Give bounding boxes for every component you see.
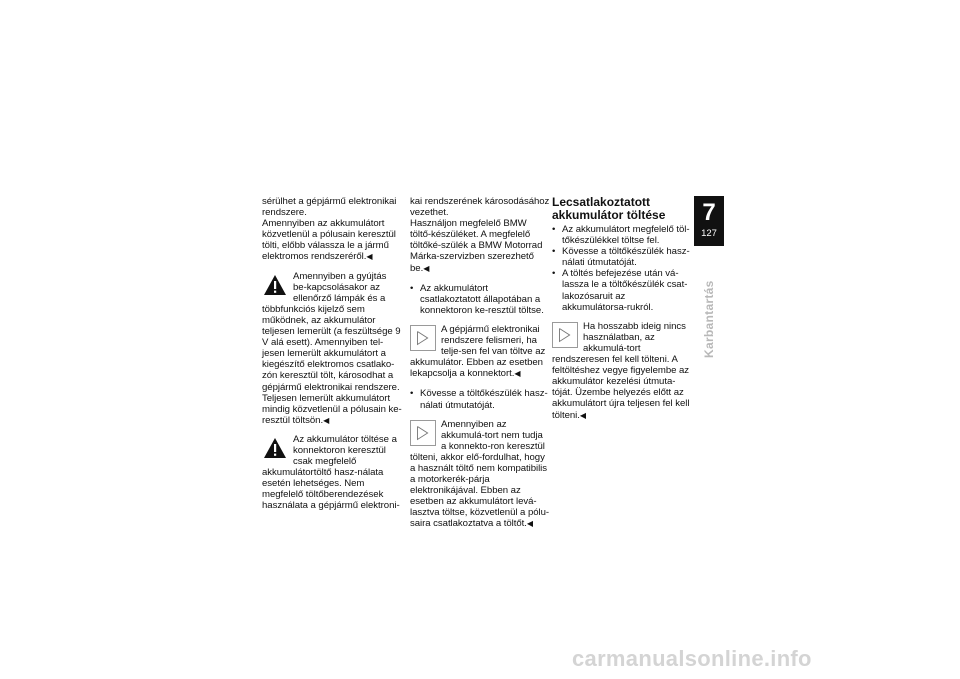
warning-text: Az akkumulátor töltése a konnektoron keresztül csak megfelelő akkumulátortöltő hasz-nálata esetén lehetséges. Nem megfelelő töltőberendezések használata a gépjármű elektroni- xyxy=(262,433,400,512)
warning-text: Amennyiben a gyújtás be-kapcsolásakor az ellenőrző lámpák és a többfunkciós kijelző sem működnek, az akkumulátor teljesen lemerült (a feszültsége 9 V alá esett). Amennyiben tel-jesen lemerült akkumulátort a kiegészítő elektromos csatlako-zón keresztül tölt, károsodhat a gépjármű elektronikai rendszere. Teljesen lemerült akkumulátort mindig közvetlenül a pólusain ke-resztül töltsön. xyxy=(262,270,402,426)
note-block xyxy=(410,324,550,379)
end-mark: ◀ xyxy=(423,263,430,273)
note-arrow-icon xyxy=(552,322,578,348)
note-text: A gépjármű elektronikai rendszere felismeri, ha telje-sen fel van töltve az akkumulátor. Ebben az esetben lekapcsolja a konnektort. xyxy=(410,323,546,380)
page-number: 127 xyxy=(701,228,717,239)
chapter-tab xyxy=(694,196,724,246)
end-mark: ◀ xyxy=(514,369,521,379)
note-arrow-icon xyxy=(410,420,436,446)
side-chapter-label: Karbantartás xyxy=(702,280,716,358)
warning-block xyxy=(262,434,402,512)
note-block xyxy=(410,419,550,530)
note-text: Amennyiben az akkumulá-tort nem tudja a konnekto-ron keresztül tölteni, akkor elő-fordulhat, hogy a használt töltő nem kompatibilis a motorkerék-párja elektronikájával. Ebben az esetben az akkumulátort levá-lasztva töltse, közvetlenül a pólu-saira csatlakoztatva a töltőt. xyxy=(410,418,550,530)
text-column-3 xyxy=(552,196,692,421)
section-heading: Lecsatlakoztatott akkumulátor töltése xyxy=(552,195,666,222)
text-column-1 xyxy=(262,196,402,512)
end-mark: ◀ xyxy=(579,410,586,420)
bullet-item: • Az akkumulátort csatlakoztatott állapotában a konnektoron ke-resztül töltse. xyxy=(410,283,550,316)
end-mark: ◀ xyxy=(526,519,533,529)
end-mark: ◀ xyxy=(366,252,373,262)
bullet-item: • Kövesse a töltőkészülék hasz-nálati útmutatóját. xyxy=(410,388,550,410)
text-column-2 xyxy=(410,196,550,530)
warning-triangle-icon xyxy=(262,435,288,461)
paragraph: Amennyiben az akkumulátort közvetlenül a pólusain keresztül tölti, előbb válassza le a jármű elektromos rendszeréről.◀ xyxy=(262,218,396,263)
end-mark: ◀ xyxy=(323,415,330,425)
watermark: carmanualsonline.info xyxy=(572,646,812,671)
chapter-number: 7 xyxy=(702,199,716,226)
bullet-item: • A töltés befejezése után vá-lassza le a töltőkészülék csat-lakozósaruit az akkumulátorsa-rukról. xyxy=(552,268,692,312)
warning-block xyxy=(262,271,402,426)
bullet-item: • Kövesse a töltőkészülék hasz-nálati útmutatóját. xyxy=(552,246,692,268)
warning-triangle-icon xyxy=(262,272,288,298)
paragraph: kai rendszerének károsodásához vezethet. xyxy=(410,196,550,219)
note-text: Ha hosszabb ideig nincs használatban, az akkumulá-tort rendszeresen fel kell tölteni. A feltöltéshez vegye figyelembe az akkumulátor kezelési útmuta-tóját. Üzembe helyezés előtt az akkumulátort újra teljesen fel kell tölteni. xyxy=(552,320,690,421)
paragraph: Használjon megfelelő BMW töltő-készüléket. A megfelelő töltőké-szülék a BMW Motorrad Márka-szervizben szerezhető be.◀ xyxy=(410,218,543,274)
note-block xyxy=(552,321,692,421)
note-arrow-icon xyxy=(410,325,436,351)
paragraph: sérülhet a gépjármű elektronikai rendszere. xyxy=(262,196,397,219)
bullet-item: • Az akkumulátort megfelelő töl-tőkészülékkel töltse fel. xyxy=(552,224,692,246)
